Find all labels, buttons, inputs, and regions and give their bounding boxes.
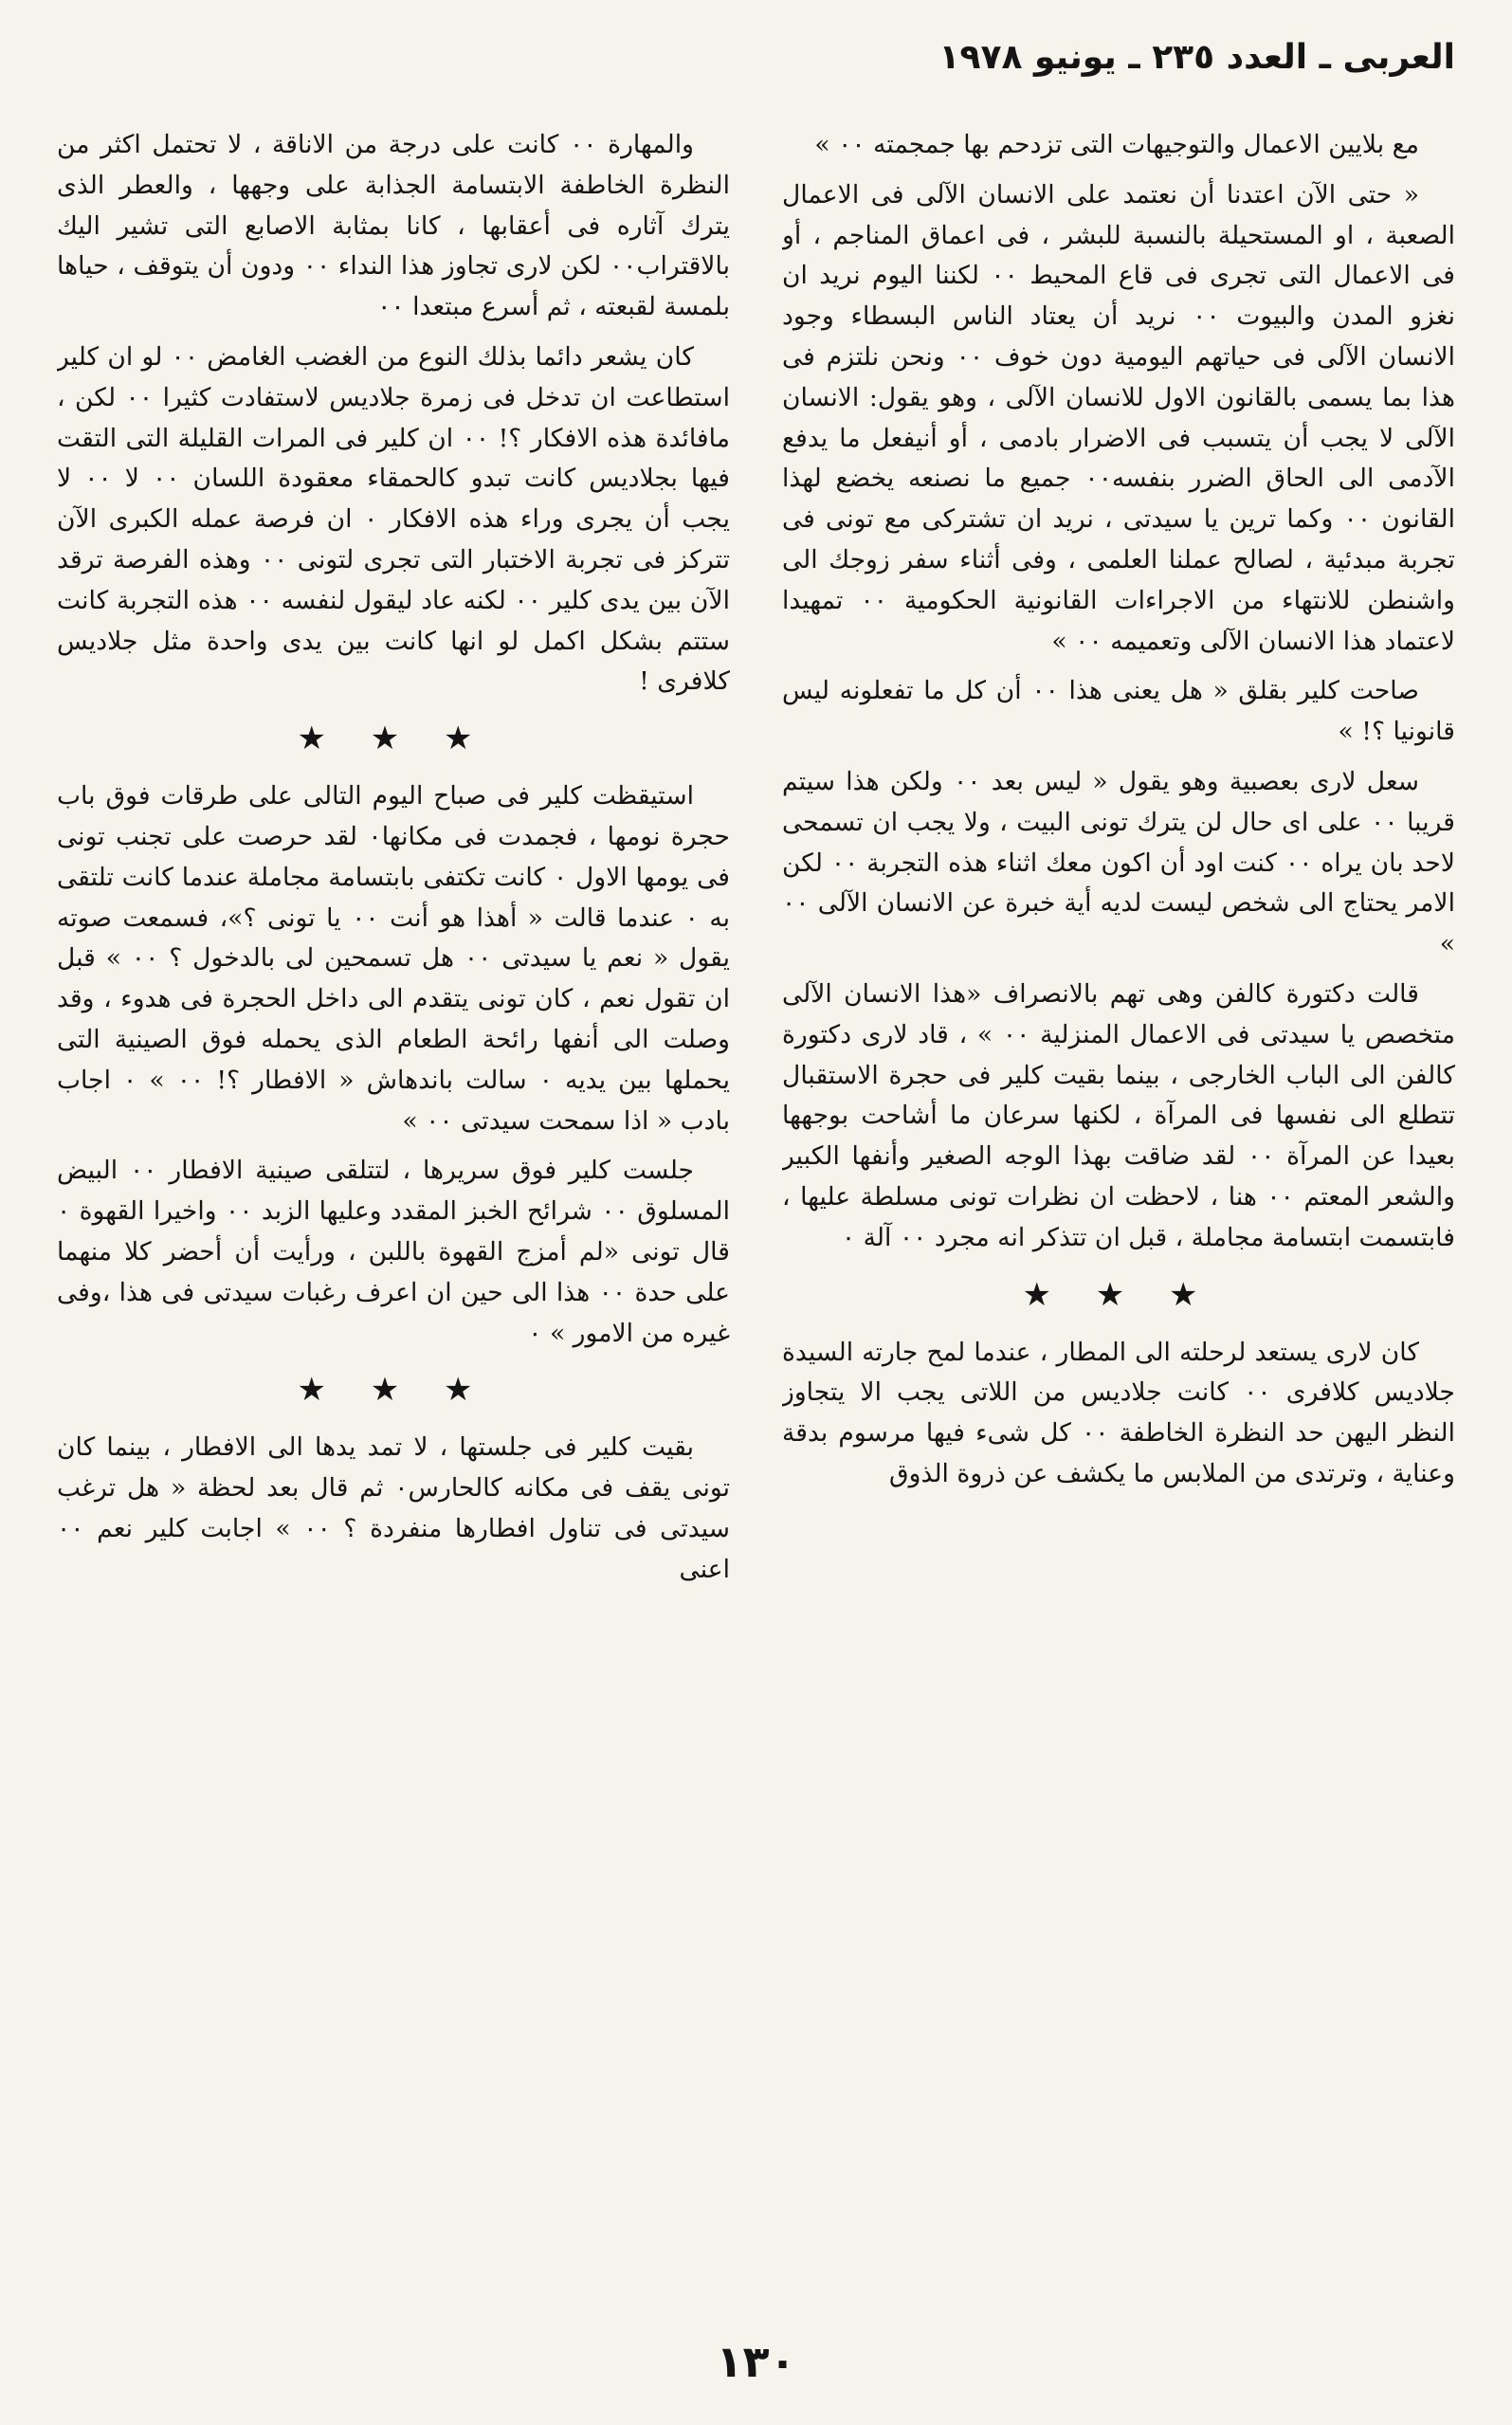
section-divider-stars: ★ ★ ★ (297, 1371, 490, 1410)
paragraph: استيقظت كلير فى صباح اليوم التالى على طرقات فوق باب حجرة نومها ، فجمدت فى مكانها٠ لقد حرصت على تجنب تونى فى يومها الاول ٠ كانت تكتفى بابتسامة مجاملة عندما كانت تلتقى به ٠ عندما قالت « أهذا هو أنت ٠٠ يا تونى ؟»، فسمعت صوته يقول « نعم يا سيدتى ٠٠ هل تسمحين لى بالدخول ؟ ٠٠ » قبل ان تقول نعم ، كان تونى يتقدم الى داخل الحجرة فى هدوء ، وقد وصلت الى أنفها رائحة الطعام الذى يحمله فوق الصينية التى يحملها بين يديه ٠ سالت باندهاش « الافطار ؟! ٠٠ » ٠ اجاب بادب « اذا سمحت سيدتى ٠٠ » (57, 781, 730, 1136)
page-number: ١٣٠ (716, 2336, 796, 2387)
paragraph: قالت دكتورة كالفن وهى تهم بالانصراف «هذا الانسان الآلى متخصص يا سيدتى فى الاعمال المنزلية ٠٠ » ، قاد لارى دكتورة كالفن الى الباب الخارجى ، بينما بقيت كلير فى حجرة الاستقبال تتطلع الى نفسها فى المرآة ، لكنها سرعان ما أشاحت بوجهها بعيدا عن المرآة ٠٠ لقد ضاقت بهذا الوجه الصغير وأنفها الكبير والشعر المعتم ٠٠ هنا ، لاحظت ان نظرات تونى مسلطة عليها ، فابتسمت ابتسامة مجاملة ، قبل ان تتذكر انه مجرد ٠٠ آلة ٠ (782, 978, 1455, 1252)
paragraph: والمهارة ٠٠ كانت على درجة من الاناقة ، لا تحتمل اكثر من النظرة الخاطفة الابتسامة الجذابة على وجهها ، والعطر الذى يترك آثاره فى أعقابها ، كانا بمثابة الاصابع التى تشير اليك بالاقتراب٠٠ لكن لارى تجاوز هذا النداء ٠٠ ودون أن يتوقف ، حياها بلمسة لقبعته ، ثم أسرع مبتعدا ٠٠ (57, 130, 730, 322)
right-column (782, 125, 1455, 2306)
paragraph: بقيت كلير فى جلستها ، لا تمد يدها الى الافطار ، بينما كان تونى يقف فى مكانه كالحارس٠ ثم قال بعد لحظة « هل ترغب سيدتى فى تناول افطارها منفردة ؟ ٠٠ » اجابت كلير نعم ٠٠ اعنى (57, 1432, 730, 1584)
paragraph: كان يشعر دائما بذلك النوع من الغضب الغامض ٠٠ لو ان كلير استطاعت ان تدخل فى زمرة جلاديس لاستفادت كثيرا ٠٠ لكن ، مافائدة هذه الافكار ؟! ٠٠ ان كلير فى المرات القليلة التى التقت فيها بجلاديس كانت تبدو كالحمقاء معقودة اللسان ٠٠ لا ٠٠ لا يجب أن يجرى وراء هذه الافكار ٠ ان فرصة عمله الكبرى الآن تتركز فى تجربة الاختبار التى تجرى لتونى ٠٠ وهذه الفرصة ترقد الآن بين يدى كلير ٠٠ لكنه عاد ليقول لنفسه ٠٠ هذه التجربة كانت ستتم بشكل اكمل لو انها كانت بين يدى واحدة مثل جلاديس كلافرى ! (57, 341, 730, 697)
left-column (57, 125, 730, 2306)
running-header: العربى ـ العدد ٢٣٥ ـ يونيو ١٩٧٨ (938, 38, 1455, 77)
section-divider-stars: ★ ★ ★ (297, 720, 490, 758)
paragraph: سعل لارى بعصبية وهو يقول « ليس بعد ٠٠ ولكن هذا سيتم قريبا ٠٠ على اى حال لن يترك تونى البيت ، ولا يجب ان تسمحى لاحد بان يراه ٠٠ كنت اود أن اكون معك اثناء هذه التجربة ٠٠ لكن الامر يحتاج الى شخص ليست لديه أية خبرة عن الانسان الآلى ٠٠ » (782, 766, 1455, 959)
paragraph: صاحت كلير بقلق « هل يعنى هذا ٠٠ أن كل ما تفعلونه ليس قانونيا ؟! » (782, 676, 1455, 747)
article-body (57, 125, 1455, 2306)
paragraph: كان لارى يستعد لرحلته الى المطار ، عندما لمح جارته السيدة جلاديس كلافرى ٠٠ كانت جلاديس من اللاتى يجب الا يتجاوز النظر اليهن حد النظرة الخاطفة ٠٠ كل شىء فيها مرسوم بدقة وعناية ، وترتدى من الملابس ما يكشف عن ذروة الذوق (782, 1337, 1455, 1488)
paragraph: جلست كلير فوق سريرها ، لتتلقى صينية الافطار ٠٠ البيض المسلوق ٠٠ شرائح الخبز المقدد وعليها الزبد ٠٠ واخيرا القهوة ٠ قال تونى «لم أمزج القهوة باللبن ، ورأيت أن أحضر كلا منهما على حدة ٠٠ هذا الى حين ان اعرف رغبات سيدتى فى هذا ،وفى غيره من الامور » ٠ (57, 1156, 730, 1348)
paragraph: مع بلايين الاعمال والتوجيهات التى تزدحم بها جمجمته ٠٠ » (814, 130, 1419, 159)
section-divider-stars: ★ ★ ★ (1022, 1275, 1215, 1314)
paragraph: « حتى الآن اعتدنا أن نعتمد على الانسان الآلى فى الاعمال الصعبة ، او المستحيلة بالنسبة للبشر ، فى اعماق المناجم ، أو فى الاعمال التى تجرى فى قاع المحيط ٠٠ لكننا اليوم نريد ان نغزو المدن والبيوت ٠٠ نريد أن يعتاد الناس البسطاء وجود الانسان الآلى فى حياتهم اليومية دون خوف ٠٠ ونحن نلتزم فى هذا بما يسمى بالقانون الاول للانسان الآلى ، وهو يقول: الانسان الآلى لا يجب أن يتسبب فى الاضرار بادمى ، أو أنيفعل ما يدفع الآدمى الى الحاق الضرر بنفسه٠٠ جميع ما نصنعه يخضع لهذا القانون ٠٠ وكما ترين يا سيدتى ، نريد ان تشتركى مع تونى فى تجربة مبدئية ، لصالح عملنا العلمى ، وفى أثناء سفر زوجك الى واشنطن للانتهاء من الاجراءات القانونية الحكومية ٠٠ تمهيدا لاعتماد هذا الانسان الآلى وتعميمه ٠٠ » (782, 179, 1455, 656)
